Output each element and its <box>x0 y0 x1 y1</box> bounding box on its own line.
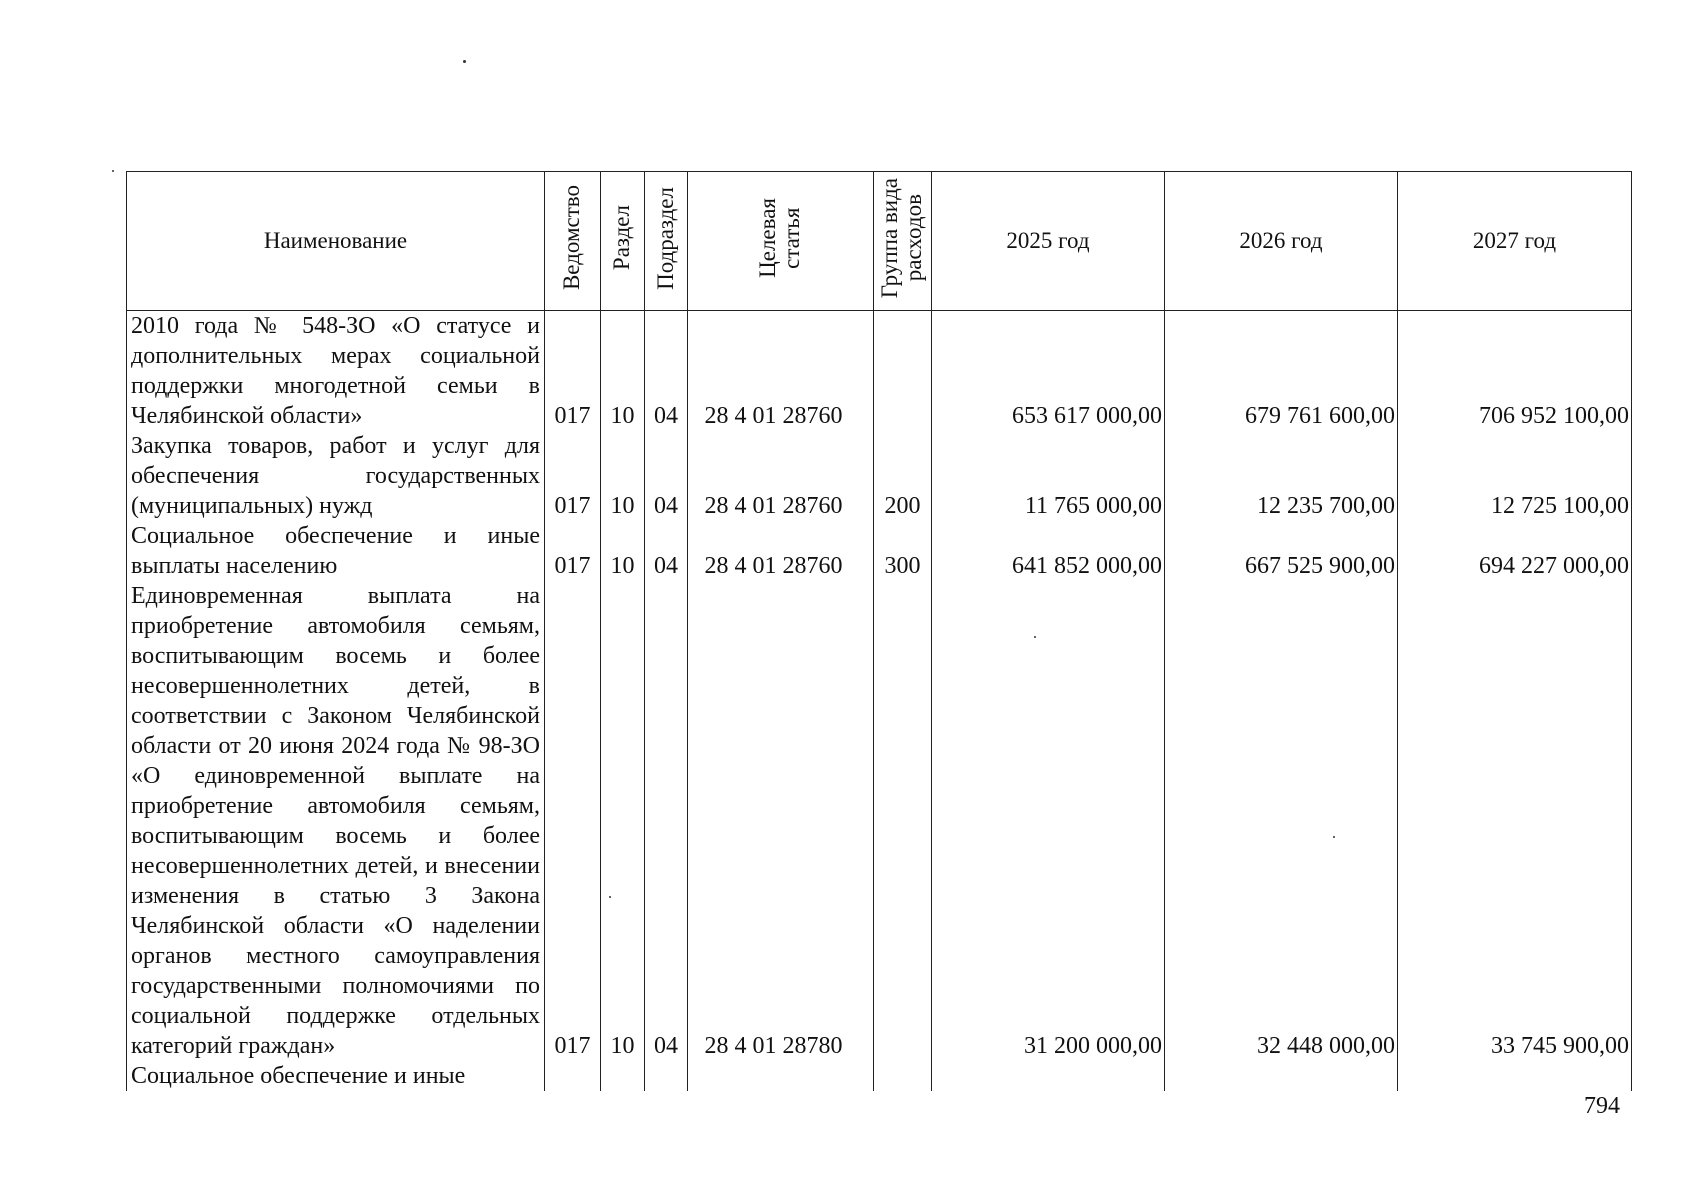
cell-celevaya: 28 4 01 28760 <box>688 311 874 432</box>
cell-name: Социальное обеспечение и иные <box>127 1061 545 1091</box>
cell-razdel <box>601 1061 645 1091</box>
cell-2025 <box>932 1061 1165 1091</box>
cell-celevaya: 28 4 01 28760 <box>688 521 874 581</box>
header-year-2025 <box>932 172 1165 311</box>
header-year-2027-text: 2027 год <box>1472 228 1557 253</box>
header-vedomstvo-text: Ведомство <box>559 185 585 291</box>
table-row <box>127 431 1632 521</box>
cell-vedomstvo: 017 <box>545 521 601 581</box>
header-name <box>127 172 545 311</box>
cell-podrazdel: 04 <box>645 521 688 581</box>
header-year-2025-text: 2025 год <box>1006 228 1090 253</box>
cell-gruppa <box>874 1061 932 1091</box>
header-gruppa-line2: расходов <box>901 194 927 282</box>
table-row <box>127 1061 1632 1091</box>
cell-2025: 653 617 000,00 <box>932 311 1165 432</box>
header-gruppa-line1: Группа вида <box>877 177 903 299</box>
cell-celevaya: 28 4 01 28760 <box>688 431 874 521</box>
cell-vedomstvo: 017 <box>545 311 601 432</box>
cell-gruppa: 300 <box>874 521 932 581</box>
cell-celevaya: 28 4 01 28780 <box>688 581 874 1061</box>
cell-2027 <box>1398 1061 1632 1091</box>
cell-2025: 11 765 000,00 <box>932 431 1165 521</box>
header-podrazdel <box>645 172 688 311</box>
table-row <box>127 521 1632 581</box>
cell-podrazdel: 04 <box>645 311 688 432</box>
cell-gruppa <box>874 311 932 432</box>
cell-name: Социальное обеспечение и иные выплаты населению <box>127 521 545 581</box>
header-vedomstvo <box>545 172 601 311</box>
cell-2025: 31 200 000,00 <box>932 581 1165 1061</box>
cell-2026: 32 448 000,00 <box>1165 581 1398 1061</box>
cell-2027: 12 725 100,00 <box>1398 431 1632 521</box>
cell-2027: 33 745 900,00 <box>1398 581 1632 1061</box>
cell-2025: 641 852 000,00 <box>932 521 1165 581</box>
page-number: 794 <box>1584 1093 1620 1119</box>
header-podrazdel-text: Подраздел <box>652 186 678 290</box>
table-row <box>127 581 1632 1061</box>
header-gruppa-text <box>878 178 926 298</box>
table-row <box>127 311 1632 432</box>
cell-gruppa <box>874 581 932 1061</box>
cell-podrazdel: 04 <box>645 581 688 1061</box>
cell-name: Закупка товаров, работ и услуг для обеспечения государственных (муниципальных) нужд <box>127 431 545 521</box>
header-celevaya-text <box>756 198 804 278</box>
scan-speck <box>112 170 114 172</box>
header-year-2027 <box>1398 172 1632 311</box>
cell-2027: 694 227 000,00 <box>1398 521 1632 581</box>
header-gruppa-rashodov <box>874 172 932 311</box>
cell-razdel: 10 <box>601 581 645 1061</box>
cell-name: 2010 года № 548-ЗО «О статусе и дополнительных мерах социальной поддержки многодетной семьи в Челябинской области» <box>127 311 545 432</box>
cell-2026: 12 235 700,00 <box>1165 431 1398 521</box>
header-celevaya-line2: статья <box>779 207 805 269</box>
header-razdel-text: Раздел <box>609 205 635 271</box>
cell-2027: 706 952 100,00 <box>1398 311 1632 432</box>
cell-razdel: 10 <box>601 431 645 521</box>
header-razdel <box>601 172 645 311</box>
cell-vedomstvo <box>545 1061 601 1091</box>
cell-podrazdel: 04 <box>645 431 688 521</box>
cell-celevaya <box>688 1061 874 1091</box>
table-header-row <box>127 172 1632 311</box>
cell-podrazdel <box>645 1061 688 1091</box>
cell-2026 <box>1165 1061 1398 1091</box>
cell-2026: 667 525 900,00 <box>1165 521 1398 581</box>
cell-vedomstvo: 017 <box>545 431 601 521</box>
cell-2026: 679 761 600,00 <box>1165 311 1398 432</box>
cell-vedomstvo: 017 <box>545 581 601 1061</box>
cell-gruppa: 200 <box>874 431 932 521</box>
budget-table <box>126 171 1632 1091</box>
cell-name: Единовременная выплата на приобретение автомобиля семьям, воспитывающим восемь и более несовершеннолетних детей, в соответствии с Законом Челябинской области от 20 июня 2024 года № 98-ЗО «О единовременной выплате на приобретение автомобиля семьям, воспитывающим восемь и более несовершеннолетних детей, и внесении изменения в статью 3 Закона Челябинской области «О наделении органов местного самоуправления государственными полномочиями по социальной поддержке отдельных категорий граждан» <box>127 581 545 1061</box>
header-year-2026 <box>1165 172 1398 311</box>
header-name-text: Наименование <box>263 228 408 253</box>
header-year-2026-text: 2026 год <box>1239 228 1323 253</box>
header-celevaya-line1: Целевая <box>755 198 781 278</box>
scan-speck <box>463 60 466 63</box>
header-celevaya-statya <box>688 172 874 311</box>
cell-razdel: 10 <box>601 311 645 432</box>
cell-razdel: 10 <box>601 521 645 581</box>
